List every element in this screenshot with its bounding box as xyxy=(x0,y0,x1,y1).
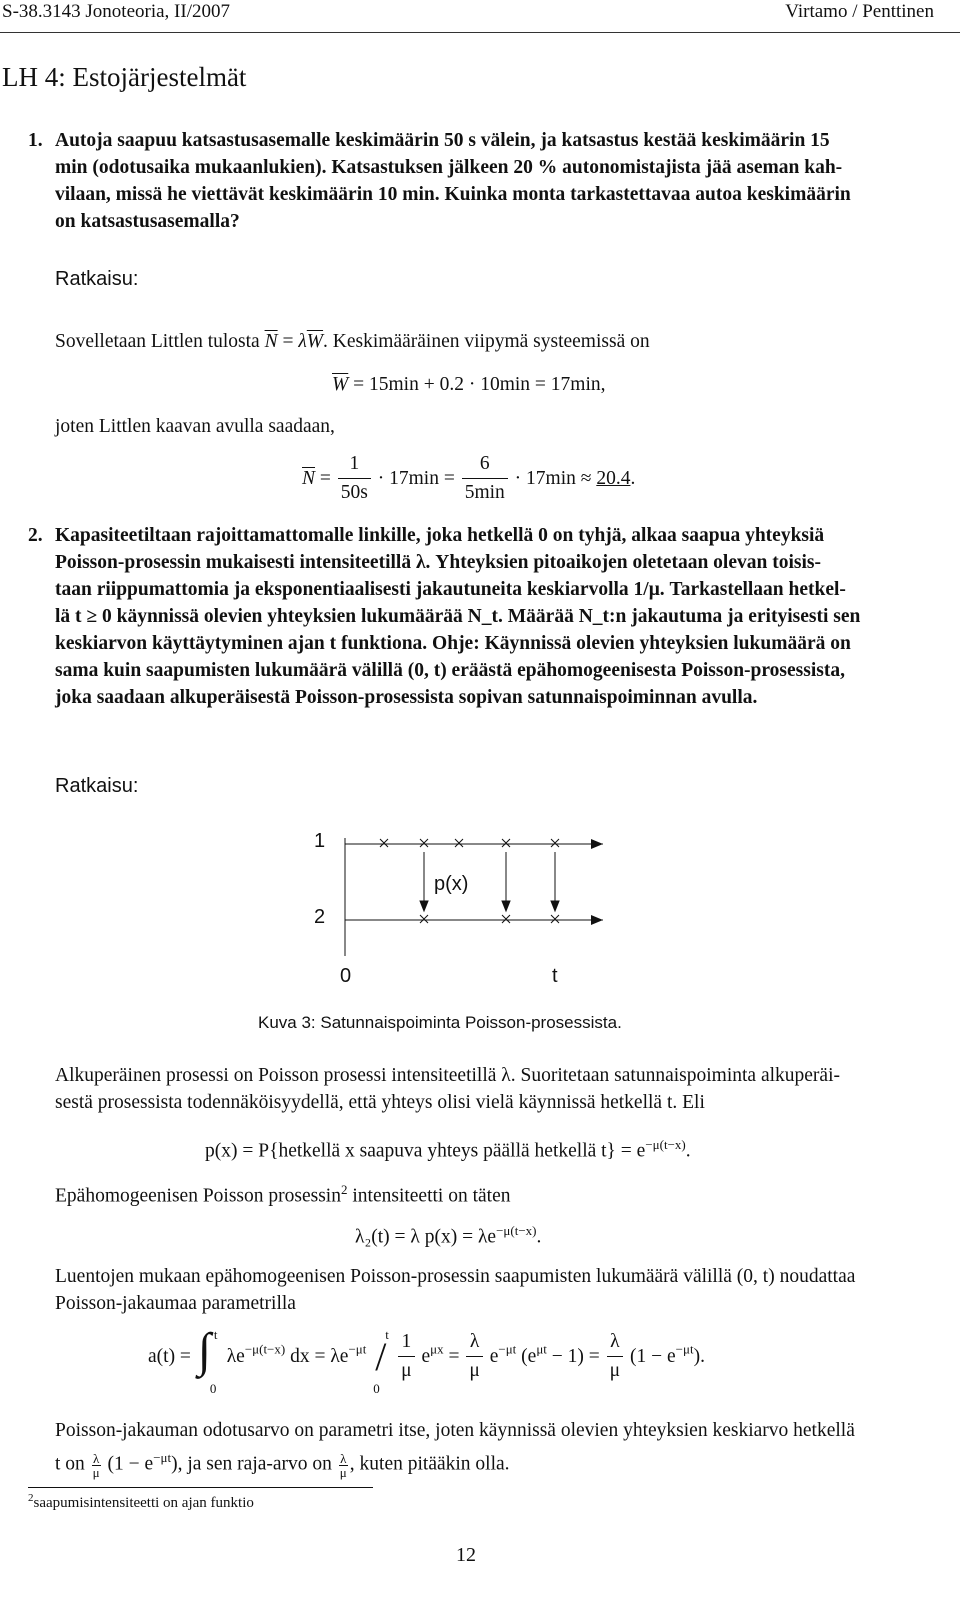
integral-lower: 0 xyxy=(209,1380,217,1396)
footnote-ref: 2 xyxy=(340,1182,348,1197)
solution-2-paragraph-3 xyxy=(55,1263,945,1317)
arrow-right-icon xyxy=(591,839,603,849)
eq-part: = xyxy=(448,1346,460,1367)
eq-exp: −μt xyxy=(675,1341,694,1357)
solution-1-sentence xyxy=(55,328,650,355)
cross-mark-icon xyxy=(551,915,559,923)
problem-1-text xyxy=(55,127,945,235)
eq-exp: μt xyxy=(536,1341,547,1357)
equation-w xyxy=(332,371,606,398)
problem-2-text xyxy=(55,522,945,711)
eq-part: − 1) = xyxy=(551,1346,600,1367)
problem-2-line: taan riippumattomia ja eksponentiaalisesti jakautuneita keskiarvolla 1/μ. Tarkastellaan hetkel- xyxy=(55,579,846,600)
page-number: 12 xyxy=(456,1544,476,1566)
problem-2-line: sama kuin saapumisten lukumäärä välillä (0, t) eräästä epähomogeenisesta Poisson-prosessista, xyxy=(55,660,845,681)
axis-origin-label: 0 xyxy=(340,965,352,987)
text: intensiteetti on täten xyxy=(352,1185,511,1207)
fraction-numerator: λ xyxy=(466,1328,482,1357)
integral-icon: ∫ xyxy=(197,1323,211,1377)
solution-label-2: Ratkaisu: xyxy=(55,775,139,797)
fraction-denominator: μ xyxy=(92,1464,100,1480)
fraction-numerator: λ xyxy=(93,1450,100,1466)
fraction-1-over-50s xyxy=(338,450,371,507)
mean-w-symbol: $\overline{W}$ xyxy=(332,374,349,395)
figure-caption: Kuva 3: Satunnaispoiminta Poisson-prosessista. xyxy=(258,1013,622,1032)
eq-exp: −μt xyxy=(153,1450,172,1465)
eq-exp: −μt xyxy=(348,1341,367,1357)
solution-2-paragraph-1 xyxy=(55,1062,945,1116)
problem-1-line: vilaan, missä he viettävät keskimäärin 10 min. Kuinka monta tarkastettavaa autoa keskimäärin xyxy=(55,184,851,205)
equation-n-result: 20.4 xyxy=(596,468,631,489)
equation-w-rhs: = 15min + 0.2 · 10min = 17min, xyxy=(353,374,606,395)
footnote-text: saapumisintensiteetti on ajan funktio xyxy=(33,1495,254,1511)
row-1-label: 1 xyxy=(314,830,326,852)
eval-lower: 0 xyxy=(373,1380,380,1396)
mean-n-symbol: $\overline{N}$ xyxy=(264,331,278,352)
arrival-marks-row-1 xyxy=(380,839,559,847)
text: (1 − e xyxy=(107,1453,154,1475)
eq-exp: −μt xyxy=(498,1341,517,1357)
header-authors: Virtamo / Penttinen xyxy=(785,1,934,22)
slash-icon: / xyxy=(375,1333,387,1379)
equation-n: $\overline{N}$ = $\frac{1}{50s}$ · 17min = $\frac{6}{5\min}$ · 17min ≈ 20.4. xyxy=(302,450,635,507)
text-line: sestä prosessista todennäköisyydellä, että yhteys olisi vielä käynnissä hetkellä t. Eli xyxy=(55,1092,705,1113)
cross-mark-icon xyxy=(551,839,559,847)
text-line: Poisson-jakauman odotusarvo on parametri itse, joten käynnissä olevien yhteyksien keskiarvo hetkellä xyxy=(55,1420,855,1441)
equation-a-lhs: a(t) = xyxy=(148,1346,191,1367)
header-course: S-38.3143 Jonoteoria, II/2007 xyxy=(2,1,230,22)
small-fraction-lambda-over-mu xyxy=(92,1452,101,1479)
integral-sign xyxy=(196,1323,222,1396)
text: ), ja sen raja-arvo on xyxy=(171,1453,332,1475)
lambda-symbol: λ xyxy=(298,331,307,352)
problem-2-line: keskiarvon käyttäytyminen ajan t funktiona. Ohje: Käynnissä olevien yhteyksien lukumäärä on xyxy=(55,633,851,654)
cross-mark-icon xyxy=(502,839,510,847)
fraction-denominator: 50s xyxy=(340,482,368,503)
equation-n-mid: · 17min = xyxy=(377,468,455,489)
problem-2-line: Kapasiteetiltaan rajoittamattomalle linkille, joka hetkellä 0 on tyhjä, alkaa saapua yhteyksiä xyxy=(55,525,825,546)
arrival-marks-row-2 xyxy=(420,915,559,923)
problem-2-number: 2. xyxy=(28,525,43,546)
equation-a xyxy=(148,1323,705,1396)
cross-mark-icon xyxy=(420,839,428,847)
solution-2-paragraph-2 xyxy=(55,1176,510,1210)
eq-part: ). xyxy=(693,1346,705,1367)
fraction-lambda-over-mu xyxy=(607,1328,623,1385)
solution-1-text2: joten Littlen kaavan avulla saadaan, xyxy=(55,416,335,437)
poisson-thinning-figure xyxy=(310,818,610,998)
text: t on xyxy=(55,1453,85,1475)
problem-1-line: on katsastusasemalla? xyxy=(55,211,240,232)
eq-part: e xyxy=(489,1346,499,1367)
equals-sign: = xyxy=(282,331,294,352)
equation-n-tail: · 17min ≈ xyxy=(514,468,592,489)
down-arrow-icon xyxy=(420,901,428,911)
eq-part: (1 − e xyxy=(630,1346,676,1367)
problem-2-line: lä t ≥ 0 käynnissä olevien yhteyksien lukumäärää N_t. Määrää N_t:n jakautuma ja erityisesti sen xyxy=(55,606,861,627)
evaluation-bar xyxy=(371,1326,391,1396)
solution-2-paragraph-4 xyxy=(55,1417,945,1479)
eq-part: e xyxy=(421,1346,431,1367)
footnote-mark: 2 xyxy=(28,1492,34,1504)
problem-1-line: Autoja saapuu katsastusasemalle keskimäärin 50 s välein, ja katsastus kestää keskimäärin 15 xyxy=(55,130,830,151)
footnote-rule xyxy=(28,1487,373,1488)
eq-part: (e xyxy=(521,1346,537,1367)
problem-1-number: 1. xyxy=(28,130,43,151)
fraction-numerator: 1 xyxy=(338,450,371,479)
eval-upper: t xyxy=(385,1326,389,1342)
cross-mark-icon xyxy=(455,839,463,847)
equation-p-end: . xyxy=(685,1140,691,1162)
text-line xyxy=(55,1444,945,1479)
arrow-right-icon xyxy=(591,915,603,925)
footnote xyxy=(28,1492,254,1512)
equation-p-body: p(x) = P{hetkellä x saapuva yhteys päällä hetkellä t} = e xyxy=(205,1140,646,1162)
px-label: p(x) xyxy=(434,873,469,895)
problem-2-line: Poisson-prosessin mukaisesti intensiteetillä λ. Yhteyksien pitoaikojen oletetaan olevan toisis- xyxy=(55,552,821,573)
solution-label-1: Ratkaisu: xyxy=(55,268,139,290)
fraction-denominator: μ xyxy=(401,1360,412,1381)
equals-sign: = xyxy=(319,468,331,489)
equation-p xyxy=(205,1131,691,1165)
text: , kuten pitääkin olla. xyxy=(349,1453,510,1475)
fraction-denominator: μ xyxy=(469,1360,480,1381)
mean-n-symbol: $\overline{N}$ xyxy=(302,468,316,489)
equation-lambda2-end: . xyxy=(536,1226,542,1248)
cross-mark-icon xyxy=(502,915,510,923)
sentence-b: . Keskimääräinen viipymä systeemissä on xyxy=(323,331,650,352)
axis-t-label: t xyxy=(552,965,558,987)
fraction-denominator: μ xyxy=(609,1360,621,1381)
eq-exp: μx xyxy=(430,1341,444,1357)
problem-2-line: joka saadaan alkuperäisestä Poisson-prosessista sopivan satunnaispoiminnan avulla. xyxy=(55,687,758,708)
down-arrow-icon xyxy=(551,901,559,911)
cross-mark-icon xyxy=(420,915,428,923)
down-arrow-icon xyxy=(502,901,510,911)
text: Epähomogeenisen Poisson prosessin xyxy=(55,1185,341,1207)
cross-mark-icon xyxy=(380,839,388,847)
text-line: Alkuperäinen prosessi on Poisson prosessi intensiteetillä λ. Suoritetaan satunnaispoiminta alkuperäi- xyxy=(55,1065,840,1086)
fraction-numerator: λ xyxy=(607,1328,623,1357)
header-rule xyxy=(0,32,960,33)
fraction-denominator: 5min xyxy=(464,482,505,503)
small-fraction-lambda-over-mu xyxy=(339,1452,348,1479)
equation-lambda2-exponent: −μ(t−x) xyxy=(496,1223,537,1238)
eq-exp: −μ(t−x) xyxy=(244,1341,286,1357)
row-2-label: 2 xyxy=(314,906,326,928)
eq-part: dx = λe xyxy=(290,1346,349,1367)
fraction-lambda-over-mu xyxy=(466,1328,482,1385)
mean-w-symbol: $\overline{W}$ xyxy=(306,331,324,352)
fraction-denominator: μ xyxy=(339,1464,347,1480)
sentence-a: Sovelletaan Littlen tulosta xyxy=(55,331,260,352)
fraction-numerator: λ xyxy=(340,1450,347,1466)
problem-1-line: min (odotusaika mukaanlukien). Katsastuksen jälkeen 20 % autonomistajista jää aseman kah- xyxy=(55,157,843,178)
fraction-numerator: 6 xyxy=(462,450,508,479)
equation-lambda2-body: λ₂(t) = λ p(x) = λe xyxy=(355,1226,497,1248)
fraction-6-over-5min xyxy=(462,450,508,507)
page-title: LH 4: Estojärjestelmät xyxy=(2,62,247,92)
fraction-numerator: 1 xyxy=(398,1328,414,1357)
fraction-1-over-mu xyxy=(398,1328,414,1385)
equation-lambda2 xyxy=(355,1217,541,1251)
text-line: Luentojen mukaan epähomogeenisen Poisson-prosessin saapumisten lukumäärä välillä (0, t) noudattaa xyxy=(55,1266,856,1287)
integral-upper: t xyxy=(213,1326,218,1342)
equation-p-exponent: −μ(t−x) xyxy=(645,1137,686,1152)
text-line: Poisson-jakaumaa parametrilla xyxy=(55,1293,296,1314)
eq-part: λe xyxy=(226,1346,245,1367)
